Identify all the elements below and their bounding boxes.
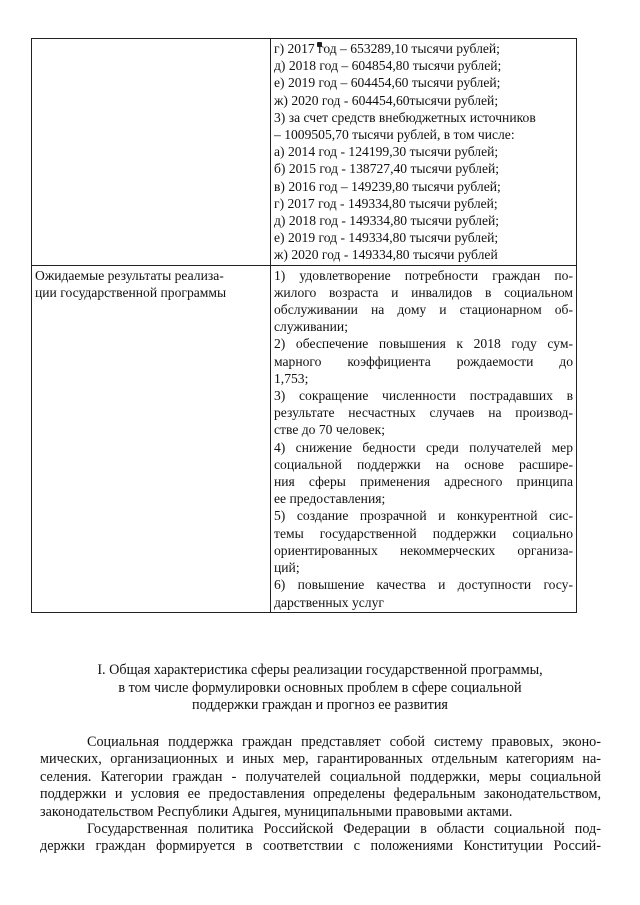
paragraph-line: держки граждан формируется в соответствии с положениями Конституции Россий- (40, 838, 601, 855)
result-line: 4) снижение бедности среди получателей мер (274, 439, 573, 455)
heading-line: I. Общая характеристика сферы реализации государственной программы, (97, 662, 543, 678)
result-line: 6) повышение качества и доступности госу- (274, 577, 573, 593)
funding-cell (271, 39, 577, 266)
result-line: ориентированных некоммерческих организа- (274, 542, 573, 558)
funding-line: ж) 2020 год - 149334,80 тысячи рублей (274, 247, 498, 263)
paragraph-line: Социальная поддержка граждан представляет собой систему правовых, эконо- (87, 734, 601, 750)
table-row (32, 265, 577, 612)
program-passport-table (31, 38, 577, 613)
result-line: служивании; (274, 319, 348, 335)
result-line: стве до 70 человек; (274, 422, 386, 438)
result-line: 3) сокращение численности пострадавших в (274, 388, 573, 404)
results-label: Ожидаемые результаты реализа- (35, 267, 224, 283)
paragraph-line: законодательством Республики Адыгея, муниципальными правовыми актами. (40, 803, 513, 820)
funding-line: – 1009505,70 тысячи рублей, в том числе: (274, 127, 515, 143)
paragraph-line: поддержки и условия ее предоставления определены федеральным законодательством, (40, 786, 601, 803)
funding-line: ж) 2020 год - 604454,60тысячи рублей; (274, 92, 499, 108)
paragraph-line: Государственная политика Российской Федерации в области социальной под- (87, 821, 601, 838)
result-line: темы государственной поддержки социально (274, 525, 573, 541)
results-cell (271, 265, 577, 612)
funding-line: а) 2014 год - 124199,30 тысячи рублей; (274, 144, 499, 160)
results-label: ции государственной программы (35, 284, 227, 300)
heading-line: поддержки граждан и прогноз ее развития (192, 697, 448, 713)
funding-line: 3) за счет средств внебюджетных источников (274, 109, 536, 125)
heading-line: в том числе формулировки основных проблем в сфере социальной (118, 679, 522, 696)
result-line: ее предоставления; (274, 491, 386, 507)
table-row (32, 39, 577, 266)
result-line: ций; (274, 560, 300, 576)
result-line: 1,753; (274, 370, 309, 386)
results-label-cell (32, 265, 271, 612)
section-heading (40, 662, 600, 715)
table-cell-empty (32, 39, 271, 266)
result-line: 2) обеспечение повышения к 2018 году сум- (274, 336, 573, 352)
result-line: жилого возраста и инвалидов в социальном (274, 284, 573, 300)
funding-line: д) 2018 год – 604854,80 тысячи рублей; (274, 58, 502, 74)
funding-line: в) 2016 год – 149239,80 тысячи рублей; (274, 178, 501, 194)
result-line: 5) создание прозрачной и конкурентной сис- (274, 508, 573, 524)
funding-line: г) 2017 год - 149334,80 тысячи рублей; (274, 195, 498, 211)
funding-line: г) 2017 год – 653289,10 тысячи рублей; (274, 41, 500, 56)
result-line: ния сферы применения адресного принципа (274, 474, 573, 490)
result-line: обслуживании на дому и стационарном об- (274, 302, 573, 318)
funding-line: б) 2015 год - 138727,40 тысячи рублей; (274, 161, 500, 177)
result-line: социальной поддержки на основе расшире- (274, 456, 573, 472)
result-line: результате несчастных случаев на производ- (274, 405, 573, 421)
result-line: дарственных услуг (274, 594, 384, 610)
result-line: марного коэффициента рождаемости до (274, 353, 573, 369)
funding-line: е) 2019 год - 149334,80 тысячи рублей; (274, 230, 499, 246)
section-body (40, 734, 601, 856)
funding-line: д) 2018 год - 149334,80 тысячи рублей; (274, 213, 500, 229)
funding-line: е) 2019 год – 604454,60 тысячи рублей; (274, 75, 501, 91)
paragraph-line: мических, организационных и иных мер, гарантированных отдельным категориям на- (40, 751, 601, 768)
paragraph-line: селения. Категории граждан - получателей социальной поддержки, меры социальной (40, 768, 601, 785)
result-line: 1) удовлетворение потребности граждан по- (274, 267, 573, 283)
